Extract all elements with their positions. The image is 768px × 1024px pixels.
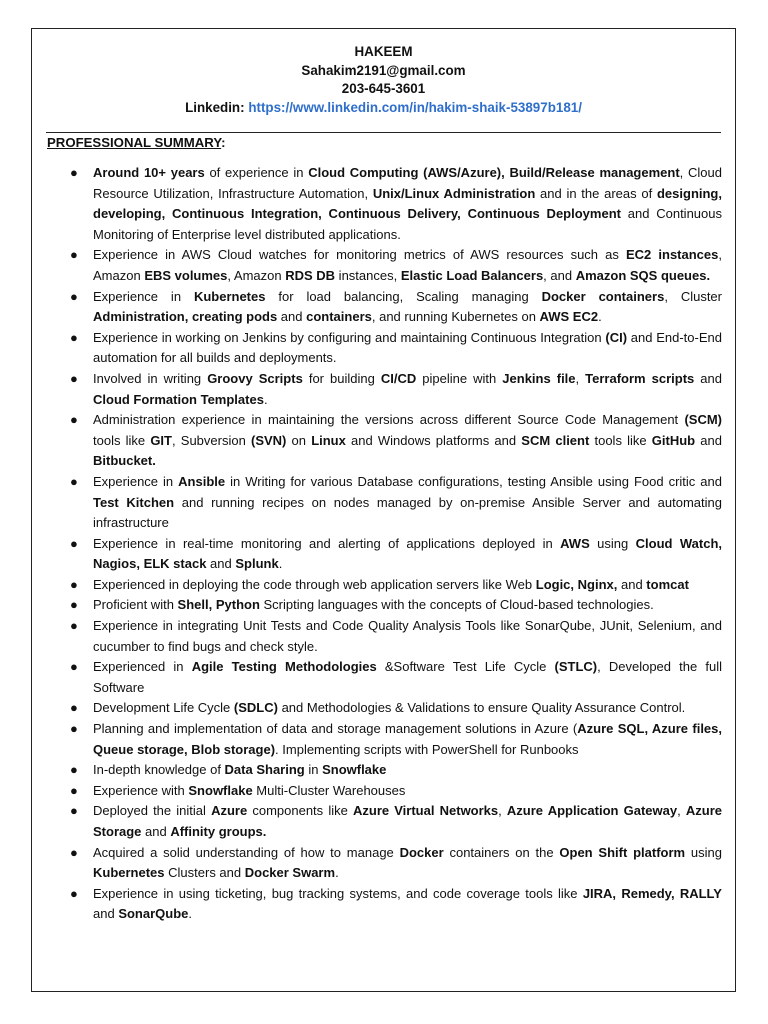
summary-item-text: Experience in AWS Cloud watches for monitoring metrics of AWS resources such as	[93, 247, 626, 263]
linkedin-link[interactable]: https://www.linkedin.com/in/hakim-shaik-53897b181/	[248, 99, 582, 115]
bullet-icon: ●	[70, 329, 78, 345]
summary-item-bold-text: AWS	[560, 535, 590, 551]
summary-item-text: .	[188, 906, 193, 922]
summary-item-text: and Windows platforms and	[345, 432, 522, 448]
summary-list	[32, 163, 737, 925]
summary-item-text: and running recipes on nodes managed by on-premise Ansible Server and automating infrastructure	[93, 494, 722, 531]
summary-item-bold-text: Open Shift platform	[559, 844, 686, 860]
summary-item-text: using	[685, 844, 722, 860]
bullet-icon: ●	[70, 700, 78, 716]
phone-number: 203-645-3601	[341, 81, 426, 96]
summary-item-bold-text: EBS volumes	[144, 267, 228, 283]
linkedin-line	[32, 99, 735, 118]
bullet-icon: ●	[70, 165, 78, 180]
summary-item-text: , Developed the full Software	[93, 659, 722, 695]
summary-item-bold-text: RDS DB	[285, 267, 336, 283]
summary-item-bold-text: Agile Testing Methodologies	[191, 659, 377, 675]
bullet-icon: ●	[70, 247, 78, 263]
summary-item	[32, 163, 737, 245]
bullet-icon: ●	[70, 721, 78, 737]
summary-item-bold-text: Azure Virtual Networks	[352, 803, 499, 819]
summary-item-text: , Cloud Resource Utilization, Infrastructure Automation,	[93, 165, 722, 201]
summary-item	[32, 884, 737, 925]
summary-item-text: , Subversion	[171, 432, 251, 448]
bullet-icon: ●	[70, 762, 78, 778]
bullet-icon: ●	[70, 288, 78, 304]
summary-item-bold-text: Terraform scripts	[585, 370, 695, 386]
summary-item	[32, 534, 737, 575]
bullet-icon: ●	[70, 618, 78, 634]
summary-item	[32, 657, 737, 698]
resume-header	[32, 43, 735, 117]
summary-item-text: , and running Kubernetes on	[371, 309, 540, 325]
summary-item-bold-text: Docker containers	[541, 288, 665, 304]
summary-item-text: and End-to-End automation for all builds and deployments.	[93, 329, 722, 366]
bullet-icon: ●	[70, 576, 78, 592]
summary-item-text: in	[304, 762, 323, 778]
summary-item	[32, 698, 737, 719]
summary-item-bold-text: Snowflake	[188, 782, 253, 798]
summary-item-bold-text: Logic, Nginx,	[535, 576, 618, 592]
summary-item-text: Proficient with	[93, 597, 178, 613]
summary-item-text: Involved in writing	[93, 370, 208, 386]
summary-item-text: and Methodologies & Validations to ensure Quality Assurance Control.	[277, 700, 686, 716]
bullet-icon: ●	[70, 844, 78, 860]
bullet-icon: ●	[70, 659, 78, 675]
summary-item-text: containers on the	[443, 844, 560, 860]
summary-item-text: and	[93, 906, 119, 922]
summary-item-bold-text: Azure Application Gateway	[506, 803, 678, 819]
summary-item-text: and Continuous Monitoring of Enterprise level distributed applications.	[93, 206, 722, 242]
summary-item-text: Administration experience in maintaining the versions across different Source Code Management	[93, 412, 685, 428]
bullet-icon: ●	[70, 885, 78, 901]
summary-item	[32, 781, 737, 802]
summary-item	[32, 245, 737, 286]
summary-item-bold-text: Around 10+ years	[93, 165, 205, 180]
summary-item	[32, 369, 737, 410]
summary-item-bold-text: Groovy Scripts	[207, 370, 303, 386]
summary-item-text: ,	[575, 370, 586, 386]
summary-item-text: instances,	[335, 267, 401, 283]
summary-item-text: , and	[543, 267, 576, 283]
summary-item-text: and	[141, 824, 171, 839]
summary-item-bold-text: Azure SQL, Azure files, Queue storage, Blob storage)	[93, 721, 722, 757]
summary-item-text: ,	[498, 803, 507, 819]
summary-item	[32, 801, 737, 842]
linkedin-label: Linkedin:	[185, 99, 245, 115]
summary-item-bold-text: Azure Storage	[93, 803, 722, 839]
summary-item-text: ,	[677, 803, 686, 819]
summary-item-bold-text: Bitbucket.	[93, 453, 156, 469]
summary-item-bold-text: Splunk	[235, 556, 279, 572]
summary-item-bold-text: (SDLC)	[233, 700, 278, 716]
summary-item-text: , Cluster	[664, 288, 722, 304]
summary-item-text: Experience with	[93, 782, 189, 798]
summary-item-text: .	[598, 309, 602, 325]
summary-item-bold-text: Snowflake	[322, 762, 387, 778]
summary-item-text: of experience in	[204, 165, 309, 180]
summary-item-bold-text: containers	[306, 309, 372, 325]
summary-item-text: Acquired a solid understanding of how to manage	[93, 844, 400, 860]
bullet-icon: ●	[70, 412, 78, 428]
summary-item-text: Experience in	[93, 288, 194, 304]
summary-item-text: In-depth knowledge of	[93, 762, 225, 778]
summary-item-text: Experienced in	[93, 659, 192, 675]
summary-item-text: Experience in real-time monitoring and alerting of applications deployed in	[93, 535, 561, 551]
summary-item-text: Experience in	[93, 473, 179, 489]
summary-item-text: Experience in working on Jenkins by configuring and maintaining Continuous Integration	[93, 329, 606, 345]
summary-item-text: Experience in using ticketing, bug tracking systems, and code coverage tools like	[93, 885, 583, 901]
summary-item-text: Multi-Cluster Warehouses	[252, 782, 406, 798]
summary-item-bold-text: (SCM)	[684, 412, 722, 428]
resume-page	[31, 28, 736, 992]
summary-item-bold-text: AWS EC2	[539, 309, 599, 325]
summary-item-bold-text: (SVN)	[250, 432, 287, 448]
summary-item-text: and	[277, 309, 307, 325]
summary-item	[32, 616, 737, 657]
summary-item-text: pipeline with	[416, 370, 503, 386]
summary-item-bold-text: (CI)	[605, 329, 628, 345]
summary-item-text: &Software Test Life Cycle	[376, 659, 555, 675]
summary-item-bold-text: (STLC)	[554, 659, 598, 675]
summary-item	[32, 595, 737, 616]
summary-item	[32, 719, 737, 760]
summary-item-text: for load balancing, Scaling managing	[265, 288, 542, 304]
summary-item-bold-text: JIRA, Remedy, RALLY	[582, 885, 722, 901]
summary-item-text: Development Life Cycle	[93, 700, 234, 716]
summary-item-text: and	[617, 576, 647, 592]
summary-item-text: Clusters and	[164, 865, 245, 881]
summary-item-text: components like	[247, 803, 353, 819]
summary-item-bold-text: Azure	[211, 803, 248, 819]
summary-item-bold-text: SonarQube	[118, 906, 189, 922]
summary-item-bold-text: GitHub	[651, 432, 696, 448]
summary-item-text: for building	[302, 370, 381, 386]
bullet-icon: ●	[70, 803, 78, 819]
summary-item-text: .	[263, 391, 268, 407]
summary-item-text: in Writing for various Database configurations, testing Ansible using Food critic and	[225, 473, 722, 489]
summary-item-text: using	[589, 535, 636, 551]
summary-item-bold-text: Cloud Formation Templates	[93, 391, 264, 407]
summary-item-bold-text: EC2 instances	[626, 247, 719, 263]
summary-item-text: Experience in integrating Unit Tests and Code Quality Analysis Tools like SonarQube, JUnit, Selenium, and cucumber to find bugs and check style.	[93, 618, 722, 654]
summary-item-bold-text: Affinity groups.	[170, 824, 267, 839]
summary-item-bold-text: Docker	[399, 844, 444, 860]
summary-item-text: , Amazon	[93, 247, 723, 283]
summary-item	[32, 287, 737, 328]
section-title	[47, 135, 226, 150]
summary-item	[32, 760, 737, 781]
summary-item-text: .	[278, 556, 283, 572]
summary-item-text: and in the areas of	[535, 185, 657, 201]
summary-item-text: .	[335, 865, 339, 881]
summary-item-bold-text: Shell, Python	[177, 597, 260, 613]
summary-item-text: . Implementing scripts with PowerShell for Runbooks	[275, 741, 579, 757]
summary-item-bold-text: Jenkins file	[502, 370, 576, 386]
summary-item-text: and	[694, 370, 722, 386]
summary-item-bold-text: Cloud Computing (AWS/Azure), Build/Release management	[308, 165, 680, 180]
summary-item-bold-text: Test Kitchen	[93, 494, 175, 510]
summary-item-bold-text: Ansible	[178, 473, 226, 489]
summary-item	[32, 843, 737, 884]
summary-item-bold-text: Kubernetes	[193, 288, 266, 304]
summary-item-text: and	[695, 432, 722, 448]
section-title-text: PROFESSIONAL SUMMARY	[47, 135, 222, 150]
summary-item	[32, 575, 737, 596]
summary-item-bold-text: tomcat	[646, 576, 689, 592]
summary-item-text: on	[286, 432, 312, 448]
summary-item	[32, 410, 737, 472]
summary-item-bold-text: Docker Swarm	[244, 865, 336, 881]
summary-item-bold-text: designing, developing, Continuous Integration, Continuous Delivery, Continuous Deployment	[93, 185, 722, 222]
bullet-icon: ●	[70, 535, 78, 551]
summary-item-bold-text: SCM client	[521, 432, 590, 448]
summary-item-bold-text: Data Sharing	[224, 762, 305, 778]
summary-item	[32, 472, 737, 534]
summary-item-text: Scripting languages with the concepts of Cloud-based technologies.	[259, 597, 654, 613]
section-title-colon: :	[221, 135, 226, 150]
summary-item-bold-text: Administration, creating pods	[93, 309, 278, 325]
summary-item-text: tools like	[93, 432, 151, 448]
email-address: Sahakim2191@gmail.com	[301, 62, 466, 78]
bullet-icon: ●	[70, 370, 78, 386]
summary-item-bold-text: Elastic Load Balancers	[400, 267, 544, 283]
summary-item-bold-text: Unix/Linux Administration	[372, 185, 536, 201]
summary-item-text: , Amazon	[227, 267, 286, 283]
summary-item-bold-text: Amazon SQS queues.	[575, 267, 711, 283]
summary-item-bold-text: Cloud Watch, Nagios, ELK stack	[93, 535, 722, 572]
summary-item-bold-text: CI/CD	[380, 370, 417, 386]
summary-item-bold-text: GIT	[150, 432, 172, 448]
summary-item-text: Deployed the initial	[93, 803, 212, 819]
summary-item-text: Planning and implementation of data and storage management solutions in Azure (	[93, 721, 578, 737]
bullet-icon: ●	[70, 782, 78, 798]
summary-item-bold-text: Linux	[311, 432, 346, 448]
bullet-icon: ●	[70, 473, 78, 489]
candidate-name: HAKEEM	[354, 44, 413, 59]
section-divider	[46, 132, 721, 133]
summary-item-text: Experienced in deploying the code through web application servers like Web	[93, 576, 536, 592]
bullet-icon: ●	[70, 597, 78, 613]
summary-item-bold-text: Kubernetes	[93, 865, 165, 881]
summary-item	[32, 328, 737, 369]
summary-item-text: and	[206, 556, 236, 572]
summary-item-text: tools like	[589, 432, 652, 448]
